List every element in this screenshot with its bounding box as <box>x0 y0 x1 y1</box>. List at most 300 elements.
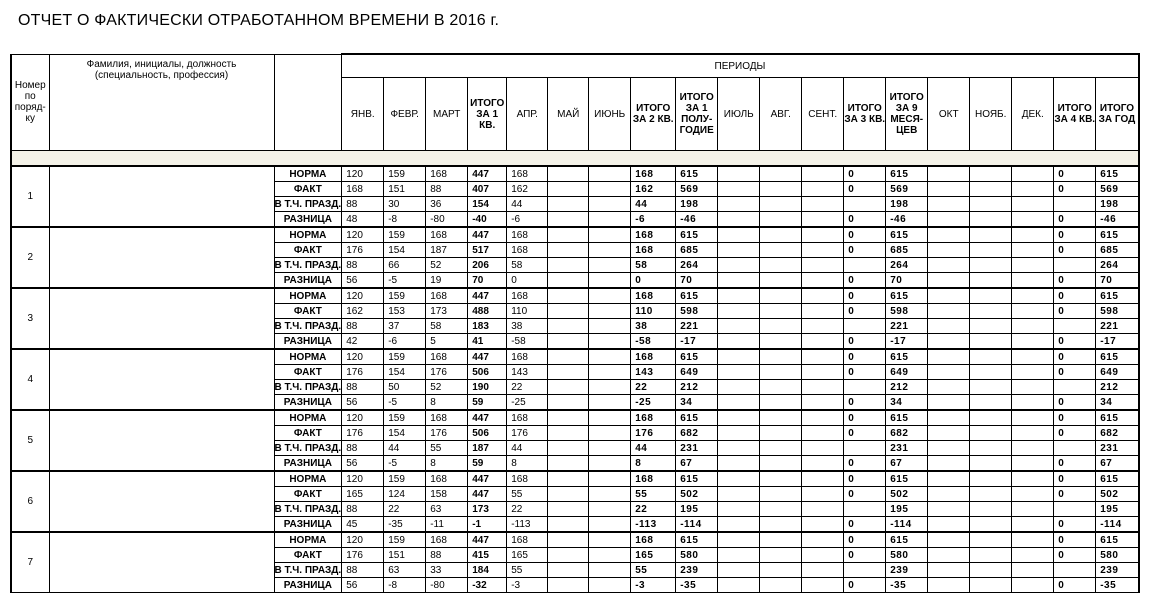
table-cell: 8 <box>426 456 468 472</box>
table-cell: 67 <box>1096 456 1139 472</box>
row-type-label: НОРМА <box>274 166 342 182</box>
table-cell: 0 <box>844 548 886 563</box>
table-cell <box>802 563 844 578</box>
table-cell <box>928 288 970 304</box>
table-cell <box>718 548 760 563</box>
table-cell <box>802 319 844 334</box>
table-cell <box>970 517 1012 533</box>
table-cell: 5 <box>426 334 468 350</box>
table-cell: 159 <box>384 410 426 426</box>
table-cell <box>589 487 631 502</box>
table-cell: 88 <box>342 258 384 273</box>
table-cell: 682 <box>676 426 718 441</box>
table-cell: 0 <box>1054 243 1096 258</box>
table-cell <box>760 365 802 380</box>
table-cell: 45 <box>342 517 384 533</box>
table-cell: 58 <box>426 319 468 334</box>
table-cell: -17 <box>886 334 928 350</box>
table-cell: 120 <box>342 532 384 548</box>
table-cell: 239 <box>676 563 718 578</box>
table-cell: 615 <box>676 532 718 548</box>
table-cell: 162 <box>507 182 548 197</box>
table-cell: 70 <box>676 273 718 289</box>
employee-name <box>49 227 274 288</box>
table-cell: 184 <box>468 563 507 578</box>
table-cell: 212 <box>886 380 928 395</box>
table-cell: 168 <box>631 166 676 182</box>
table-cell <box>589 471 631 487</box>
table-cell <box>760 548 802 563</box>
table-cell <box>970 212 1012 228</box>
table-cell: 151 <box>384 548 426 563</box>
table-cell: 0 <box>844 410 886 426</box>
table-cell: 176 <box>426 426 468 441</box>
table-cell: -58 <box>631 334 676 350</box>
table-cell <box>970 487 1012 502</box>
table-cell <box>928 349 970 365</box>
table-cell <box>802 578 844 593</box>
table-cell: 59 <box>468 395 507 411</box>
table-cell <box>928 319 970 334</box>
table-cell: 159 <box>384 227 426 243</box>
table-cell: -11 <box>426 517 468 533</box>
table-cell: 502 <box>1096 487 1139 502</box>
row-type-label: ФАКТ <box>274 304 342 319</box>
periods-header: ПЕРИОДЫ <box>342 54 1139 78</box>
table-cell <box>718 273 760 289</box>
table-cell: 168 <box>631 471 676 487</box>
table-cell <box>1054 319 1096 334</box>
table-cell <box>928 441 970 456</box>
table-cell: 0 <box>631 273 676 289</box>
table-cell: 58 <box>507 258 548 273</box>
table-cell: 50 <box>384 380 426 395</box>
table-cell: 569 <box>886 182 928 197</box>
table-cell: 0 <box>1054 288 1096 304</box>
table-cell: -35 <box>676 578 718 593</box>
table-cell <box>802 334 844 350</box>
table-cell: 34 <box>1096 395 1139 411</box>
table-cell: 154 <box>384 426 426 441</box>
table-cell: 615 <box>1096 288 1139 304</box>
table-cell <box>802 365 844 380</box>
table-cell <box>760 532 802 548</box>
table-cell: 154 <box>468 197 507 212</box>
table-cell: 55 <box>631 487 676 502</box>
row-type-label: В Т.Ч. ПРАЗД. <box>274 320 342 332</box>
table-cell <box>928 456 970 472</box>
employee-name <box>49 349 274 410</box>
table-cell <box>802 471 844 487</box>
table-cell: 48 <box>342 212 384 228</box>
table-row <box>11 227 1139 243</box>
table-cell: 88 <box>342 197 384 212</box>
row-type-label: НОРМА <box>274 532 342 548</box>
table-cell: -17 <box>1096 334 1139 350</box>
month-header: МАРТ <box>426 78 468 151</box>
table-cell: 19 <box>426 273 468 289</box>
table-cell <box>1012 395 1054 411</box>
table-cell: 56 <box>342 273 384 289</box>
table-cell <box>589 243 631 258</box>
table-cell: 195 <box>1096 502 1139 517</box>
table-cell: 143 <box>631 365 676 380</box>
table-cell <box>548 578 589 593</box>
table-cell <box>928 395 970 411</box>
table-cell <box>928 212 970 228</box>
table-cell: 0 <box>844 578 886 593</box>
table-cell <box>760 288 802 304</box>
table-cell: 580 <box>886 548 928 563</box>
row-type-label: ФАКТ <box>274 548 342 563</box>
table-cell: -5 <box>384 456 426 472</box>
table-cell: 165 <box>507 548 548 563</box>
table-cell: 0 <box>1054 426 1096 441</box>
table-cell <box>1012 288 1054 304</box>
table-cell <box>844 258 886 273</box>
table-cell <box>970 532 1012 548</box>
table-cell: 0 <box>844 487 886 502</box>
table-cell <box>1012 365 1054 380</box>
table-cell: 22 <box>507 502 548 517</box>
table-cell: 55 <box>631 563 676 578</box>
table-cell: 198 <box>676 197 718 212</box>
table-cell <box>970 166 1012 182</box>
table-cell: 264 <box>676 258 718 273</box>
table-cell <box>802 456 844 472</box>
table-cell: -114 <box>886 517 928 533</box>
table-cell <box>718 441 760 456</box>
table-cell: 231 <box>1096 441 1139 456</box>
employee-name <box>49 288 274 349</box>
table-cell: -5 <box>384 395 426 411</box>
table-cell: 153 <box>384 304 426 319</box>
table-cell <box>928 365 970 380</box>
table-cell: 168 <box>426 349 468 365</box>
table-cell: -6 <box>384 334 426 350</box>
table-cell <box>589 365 631 380</box>
table-cell: 685 <box>1096 243 1139 258</box>
table-cell <box>802 197 844 212</box>
employee-name <box>49 410 274 471</box>
table-cell <box>802 532 844 548</box>
table-cell: 212 <box>676 380 718 395</box>
table-cell: 162 <box>342 304 384 319</box>
table-cell: 168 <box>426 288 468 304</box>
table-cell <box>589 349 631 365</box>
table-cell: 0 <box>1054 227 1096 243</box>
table-cell <box>844 380 886 395</box>
table-cell: 615 <box>1096 532 1139 548</box>
table-cell: 447 <box>468 288 507 304</box>
table-cell: 52 <box>426 380 468 395</box>
table-cell <box>802 227 844 243</box>
table-cell <box>548 487 589 502</box>
table-cell: 0 <box>1054 182 1096 197</box>
table-cell <box>589 563 631 578</box>
table-cell: 120 <box>342 288 384 304</box>
table-cell <box>1012 273 1054 289</box>
table-cell <box>718 349 760 365</box>
row-type-label: НОРМА <box>274 349 342 365</box>
table-cell <box>844 197 886 212</box>
table-cell <box>970 578 1012 593</box>
table-cell: 34 <box>676 395 718 411</box>
table-cell <box>802 212 844 228</box>
table-cell: 41 <box>468 334 507 350</box>
table-cell: 447 <box>468 166 507 182</box>
table-cell <box>760 243 802 258</box>
table-cell: 168 <box>507 410 548 426</box>
table-cell: 52 <box>426 258 468 273</box>
table-cell <box>970 334 1012 350</box>
table-cell: 168 <box>426 532 468 548</box>
table-cell <box>548 502 589 517</box>
table-row <box>11 166 1139 182</box>
table-cell <box>718 243 760 258</box>
table-cell: 176 <box>342 243 384 258</box>
table-cell <box>802 182 844 197</box>
table-cell: 120 <box>342 349 384 365</box>
table-cell: 682 <box>1096 426 1139 441</box>
table-cell: 615 <box>1096 471 1139 487</box>
table-cell <box>1012 243 1054 258</box>
table-cell <box>970 410 1012 426</box>
table-cell <box>928 197 970 212</box>
table-cell: 0 <box>1054 517 1096 533</box>
table-cell: 56 <box>342 578 384 593</box>
table-cell <box>548 380 589 395</box>
table-cell: 649 <box>676 365 718 380</box>
table-cell <box>928 502 970 517</box>
table-cell <box>548 456 589 472</box>
table-cell: -80 <box>426 212 468 228</box>
row-type-label: ФАКТ <box>274 365 342 380</box>
table-cell: 0 <box>1054 532 1096 548</box>
row-type-label: РАЗНИЦА <box>274 456 342 472</box>
table-cell: 0 <box>1054 471 1096 487</box>
table-cell: 447 <box>468 410 507 426</box>
table-cell: -113 <box>631 517 676 533</box>
table-cell <box>589 456 631 472</box>
table-cell: 615 <box>886 471 928 487</box>
table-cell: 615 <box>676 288 718 304</box>
table-cell <box>718 502 760 517</box>
table-cell <box>760 212 802 228</box>
table-cell: 615 <box>886 349 928 365</box>
table-cell: 168 <box>631 349 676 365</box>
table-cell: 168 <box>426 166 468 182</box>
table-cell <box>970 365 1012 380</box>
table-cell <box>589 532 631 548</box>
table-cell: 162 <box>631 182 676 197</box>
table-cell <box>1054 258 1096 273</box>
table-cell: -40 <box>468 212 507 228</box>
table-cell <box>718 258 760 273</box>
month-header: НОЯБ. <box>970 78 1012 151</box>
table-cell <box>760 227 802 243</box>
table-cell <box>718 304 760 319</box>
table-cell <box>1054 563 1096 578</box>
table-cell: 168 <box>507 288 548 304</box>
row-number: 3 <box>11 288 49 349</box>
table-cell <box>1012 304 1054 319</box>
table-cell: 8 <box>631 456 676 472</box>
col-number-header: Номер по поряд-ку <box>11 54 49 151</box>
table-cell: 488 <box>468 304 507 319</box>
table-cell: 615 <box>676 410 718 426</box>
table-cell: 56 <box>342 395 384 411</box>
table-cell: 168 <box>631 243 676 258</box>
table-cell <box>970 380 1012 395</box>
table-cell <box>760 563 802 578</box>
row-type-label: НОРМА <box>274 288 342 304</box>
table-cell: 195 <box>676 502 718 517</box>
table-cell <box>760 456 802 472</box>
month-header: ИЮЛЬ <box>718 78 760 151</box>
table-cell: 0 <box>1054 304 1096 319</box>
table-cell <box>718 410 760 426</box>
table-cell: 502 <box>676 487 718 502</box>
table-cell <box>1012 349 1054 365</box>
table-cell: -58 <box>507 334 548 350</box>
table-cell <box>802 166 844 182</box>
table-cell: 0 <box>1054 395 1096 411</box>
row-type-label: В Т.Ч. ПРАЗД. <box>274 381 342 393</box>
table-cell: 88 <box>342 441 384 456</box>
month-header: МАЙ <box>548 78 589 151</box>
table-cell: 110 <box>507 304 548 319</box>
table-cell <box>760 197 802 212</box>
table-cell <box>548 258 589 273</box>
employee-name <box>49 166 274 227</box>
table-cell <box>718 487 760 502</box>
table-cell: 63 <box>384 563 426 578</box>
table-cell <box>548 517 589 533</box>
table-cell <box>802 441 844 456</box>
table-cell: 168 <box>426 410 468 426</box>
table-cell: 36 <box>426 197 468 212</box>
table-cell <box>589 578 631 593</box>
table-cell <box>970 548 1012 563</box>
table-cell: -17 <box>676 334 718 350</box>
row-type-label: ФАКТ <box>274 182 342 197</box>
table-cell: 159 <box>384 166 426 182</box>
table-cell: 0 <box>1054 212 1096 228</box>
table-cell: 176 <box>631 426 676 441</box>
table-cell: -8 <box>384 578 426 593</box>
table-cell: 120 <box>342 166 384 182</box>
row-number: 1 <box>11 166 49 227</box>
table-cell: 88 <box>342 319 384 334</box>
table-cell: 183 <box>468 319 507 334</box>
table-cell <box>1012 166 1054 182</box>
table-cell <box>589 441 631 456</box>
table-cell <box>970 502 1012 517</box>
table-cell: 0 <box>844 532 886 548</box>
table-cell <box>760 502 802 517</box>
table-cell: 447 <box>468 487 507 502</box>
month-header: ЯНВ. <box>342 78 384 151</box>
table-cell <box>718 517 760 533</box>
table-cell <box>548 334 589 350</box>
table-cell <box>844 502 886 517</box>
table-cell <box>760 273 802 289</box>
table-cell: 159 <box>384 532 426 548</box>
table-cell: -46 <box>676 212 718 228</box>
row-type-label: РАЗНИЦА <box>274 212 342 228</box>
table-cell: 0 <box>1054 349 1096 365</box>
table-cell: 168 <box>507 349 548 365</box>
table-cell <box>589 517 631 533</box>
table-cell: 165 <box>342 487 384 502</box>
table-cell: 37 <box>384 319 426 334</box>
table-cell <box>548 273 589 289</box>
table-cell: -6 <box>631 212 676 228</box>
table-cell: 0 <box>1054 578 1096 593</box>
table-cell <box>760 182 802 197</box>
table-cell <box>1012 227 1054 243</box>
table-cell <box>1012 487 1054 502</box>
table-cell: 88 <box>342 380 384 395</box>
table-cell: 615 <box>1096 166 1139 182</box>
table-cell: 615 <box>1096 349 1139 365</box>
table-cell <box>970 563 1012 578</box>
table-cell <box>1012 563 1054 578</box>
table-cell: 44 <box>631 197 676 212</box>
table-cell <box>548 319 589 334</box>
table-cell <box>802 517 844 533</box>
table-cell: -114 <box>1096 517 1139 533</box>
table-cell: 67 <box>676 456 718 472</box>
row-number: 5 <box>11 410 49 471</box>
table-cell <box>970 243 1012 258</box>
row-type-label: НОРМА <box>274 227 342 243</box>
table-cell: 0 <box>844 517 886 533</box>
table-cell <box>760 258 802 273</box>
table-cell <box>589 212 631 228</box>
table-row <box>11 410 1139 426</box>
table-cell: 0 <box>1054 410 1096 426</box>
table-cell: 168 <box>507 166 548 182</box>
table-cell <box>970 304 1012 319</box>
table-cell: 0 <box>844 212 886 228</box>
table-cell: 0 <box>844 304 886 319</box>
table-cell <box>589 273 631 289</box>
table-cell <box>970 426 1012 441</box>
table-cell: 212 <box>1096 380 1139 395</box>
table-cell <box>589 395 631 411</box>
table-cell <box>718 166 760 182</box>
table-cell <box>970 227 1012 243</box>
table-cell: 44 <box>631 441 676 456</box>
table-cell: -35 <box>384 517 426 533</box>
table-cell <box>802 410 844 426</box>
table-cell: 168 <box>507 532 548 548</box>
table-cell: 110 <box>631 304 676 319</box>
table-cell <box>970 456 1012 472</box>
table-cell: -8 <box>384 212 426 228</box>
table-cell <box>589 197 631 212</box>
table-cell <box>802 273 844 289</box>
table-cell: 239 <box>886 563 928 578</box>
table-cell <box>970 258 1012 273</box>
table-cell: 0 <box>844 471 886 487</box>
table-cell <box>970 471 1012 487</box>
row-type-label: РАЗНИЦА <box>274 517 342 533</box>
table-cell <box>760 410 802 426</box>
row-type-label: НОРМА <box>274 410 342 426</box>
